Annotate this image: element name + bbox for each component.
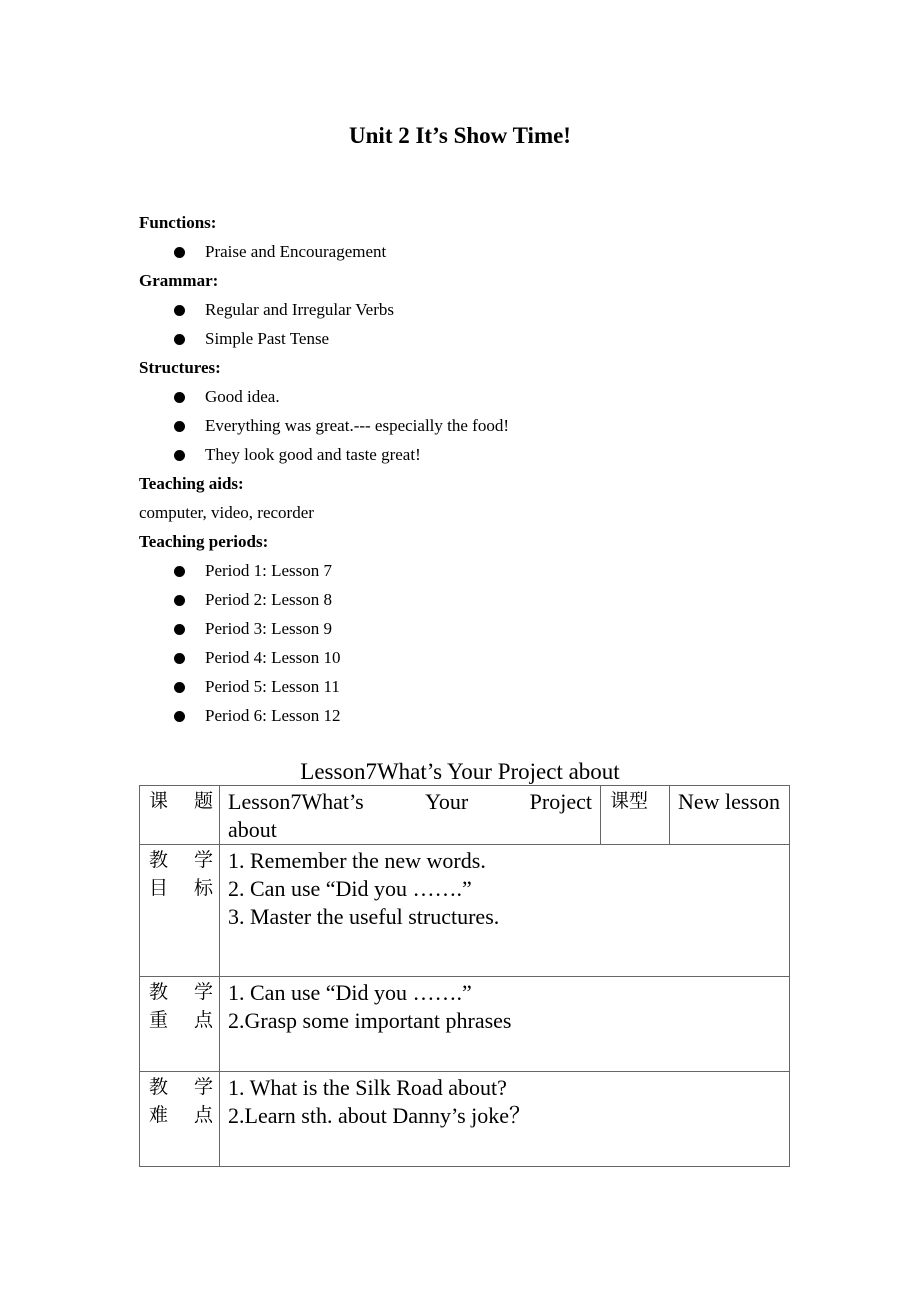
key-points-label: 教 学 重 点 <box>140 977 220 1072</box>
bullet-icon <box>174 450 185 461</box>
bullet-icon <box>174 653 185 664</box>
difficulties-content: 1. What is the Silk Road about? 2.Learn sth. about Danny’s joke？ <box>220 1072 790 1167</box>
topic-value: Lesson7What’s Your Project about <box>220 786 601 845</box>
bullet-icon <box>174 711 185 722</box>
lesson-type-label: 课型 <box>601 786 670 845</box>
bullet-icon <box>174 247 185 258</box>
teaching-aids-heading: Teaching aids: <box>139 474 244 493</box>
list-item: Period 3: Lesson 9 <box>174 618 332 640</box>
list-item: Period 6: Lesson 12 <box>174 705 341 727</box>
topic-label: 课 题 <box>140 786 220 845</box>
bullet-icon <box>174 682 185 693</box>
list-item: Everything was great.--- especially the food! <box>174 415 509 437</box>
list-item: Period 4: Lesson 10 <box>174 647 341 669</box>
lesson-plan-table <box>139 785 790 1167</box>
list-item: Regular and Irregular Verbs <box>174 299 394 321</box>
bullet-icon <box>174 305 185 316</box>
objectives-label: 教 学 目 标 <box>140 845 220 977</box>
list-item: Period 1: Lesson 7 <box>174 560 332 582</box>
objectives-content: 1. Remember the new words. 2. Can use “Did you …….” 3. Master the useful structures. <box>220 845 790 977</box>
list-item: Period 2: Lesson 8 <box>174 589 332 611</box>
key-points-content: 1. Can use “Did you …….” 2.Grasp some important phrases <box>220 977 790 1072</box>
bullet-icon <box>174 624 185 635</box>
table-row <box>140 977 790 1072</box>
structures-heading: Structures: <box>139 358 221 377</box>
functions-heading: Functions: <box>139 213 217 232</box>
teaching-aids-text: computer, video, recorder <box>139 503 314 522</box>
lesson-caption: Lesson7What’s Your Project about <box>300 759 620 784</box>
grammar-heading: Grammar: <box>139 271 219 290</box>
lesson-type-value: New lesson <box>670 786 790 845</box>
list-item: Praise and Encouragement <box>174 241 386 263</box>
bullet-icon <box>174 392 185 403</box>
page-title: Unit 2 It’s Show Time! <box>349 123 571 148</box>
list-item: Simple Past Tense <box>174 328 329 350</box>
list-item: They look good and taste great! <box>174 444 421 466</box>
table-row <box>140 845 790 977</box>
table-row <box>140 1072 790 1167</box>
table-row <box>140 786 790 845</box>
list-item: Good idea. <box>174 386 280 408</box>
bullet-icon <box>174 566 185 577</box>
difficulties-label: 教 学 难 点 <box>140 1072 220 1167</box>
bullet-icon <box>174 421 185 432</box>
bullet-icon <box>174 595 185 606</box>
bullet-icon <box>174 334 185 345</box>
list-item: Period 5: Lesson 11 <box>174 676 340 698</box>
teaching-periods-heading: Teaching periods: <box>139 532 269 551</box>
